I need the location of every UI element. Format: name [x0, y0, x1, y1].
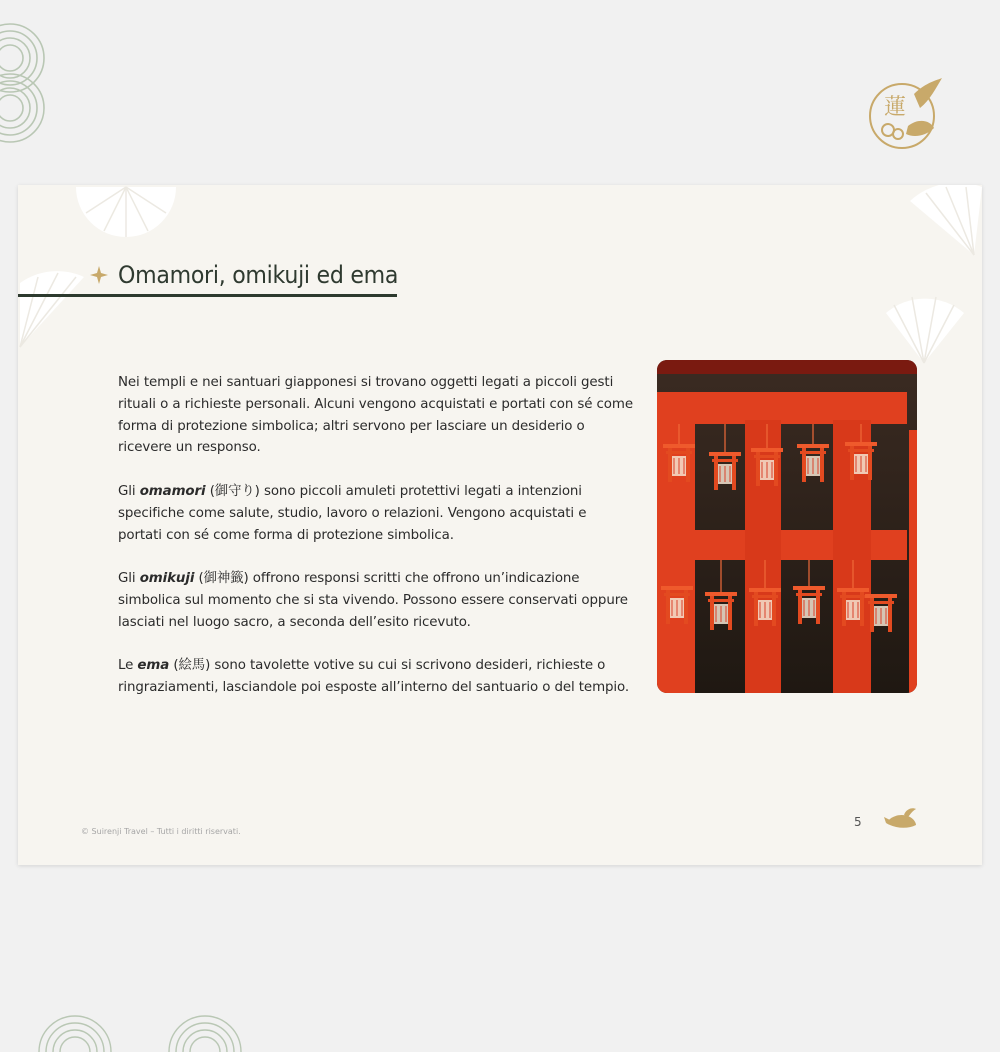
footer-copyright: © Suirenji Travel – Tutti i diritti riservati.: [81, 827, 241, 836]
body-text: [118, 372, 633, 721]
fan-decoration-right: [884, 293, 966, 365]
torii-plaques-photo: [657, 360, 917, 693]
fan-decoration-left: [18, 263, 88, 349]
term-omikuji: omikuji: [139, 571, 195, 587]
koi-fish-icon: [884, 807, 918, 831]
paragraph-omamori: Gli omamori (御守り) sono piccoli amuleti protettivi legati a intenzioni specifiche come salute, studio, lavoro o relazioni. Vengono acquistati e portati con sé come forma di protezione simbolica.: [118, 483, 587, 543]
four-point-star-icon: [90, 266, 108, 284]
page-number: 5: [854, 815, 862, 829]
paragraph-intro: Nei templi e nei santuari giapponesi si trovano oggetti legati a piccoli gesti rituali o a richieste personali. Alcuni vengono acquistati e portati con sé come forma di protezione simbolica; altri servono per lasciare un desiderio o ricevere un responso.: [118, 375, 633, 456]
wave-pattern-bottom-decoration: [20, 1012, 260, 1052]
lotus-koi-seal-icon: [864, 74, 944, 154]
fan-decoration-top-right: [906, 185, 982, 257]
paragraph-omikuji: Gli omikuji (御神籤) offrono responsi scritti che offrono un’indicazione simbolica sul momento che si sta vivendo. Possono essere conservati oppure lasciati nel luogo sacro, a seconda dell’esito ricevuto.: [118, 571, 628, 630]
fan-decoration-top-left: [74, 185, 178, 241]
page-title: Omamori, omikuji ed ema: [118, 261, 399, 289]
term-omamori: omamori: [139, 483, 206, 499]
title-underline: [18, 294, 397, 297]
wave-pattern-left-decoration: [0, 8, 50, 148]
term-ema: ema: [137, 658, 170, 674]
svg-text:蓮: 蓮: [884, 95, 907, 120]
paragraph-ema: Le ema (絵馬) sono tavolette votive su cui si scrivono desideri, richieste o ringraziamenti, lasciandole poi esposte all’interno del santuario o del tempio.: [118, 658, 630, 696]
slide-page: [18, 185, 982, 865]
title-row: [90, 261, 422, 289]
